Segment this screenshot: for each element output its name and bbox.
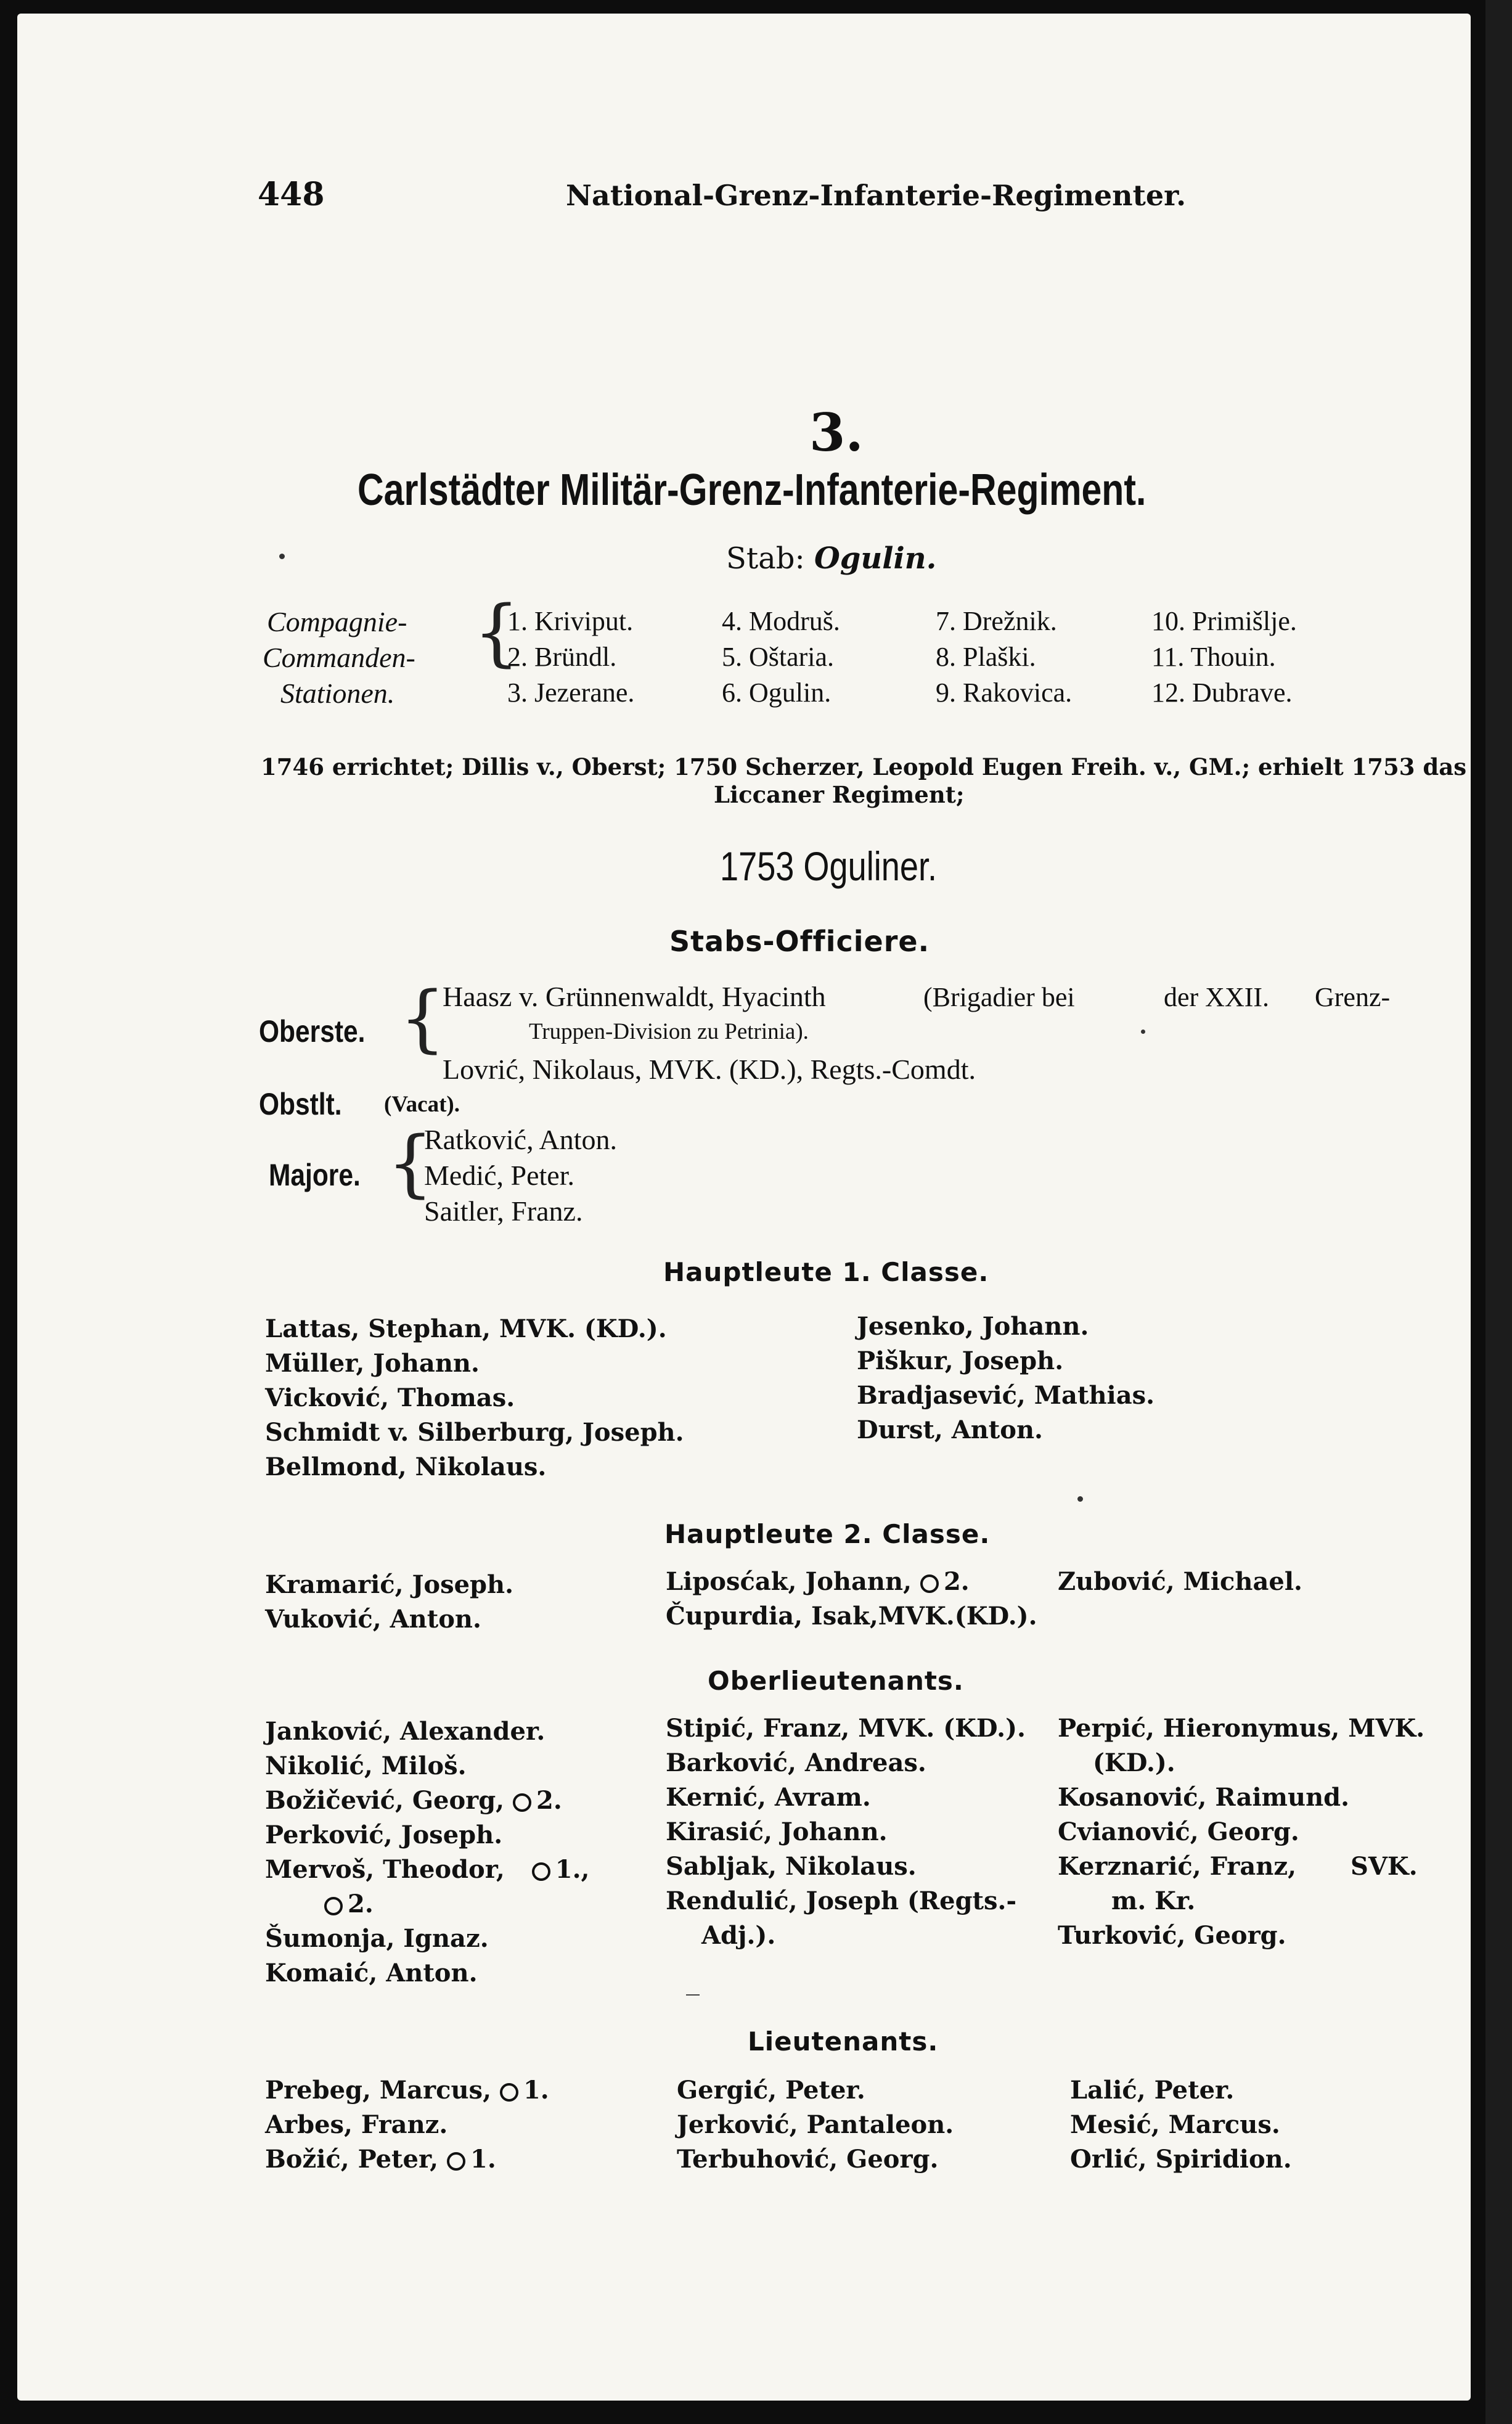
ink-speck: [1141, 1030, 1145, 1034]
oberlieutenant-1: Janković, Alexander.: [265, 1717, 546, 1746]
oberlieutenant-14: Perpić, Hieronymus, MVK.: [1058, 1714, 1425, 1743]
history-line-1: 1746 errichtet; Dillis v., Oberst; 1750 Scherzer, Leopold Eugen Freih. v., GM.; erhielt 1753 das: [261, 753, 1467, 780]
lieutenant-7: Lalić, Peter.: [1070, 2076, 1235, 2105]
station-5: 5. Oštaria.: [722, 642, 835, 672]
lieutenant-1: [265, 2076, 549, 2105]
ink-speck: [1077, 1496, 1083, 1502]
order-class: 2.: [536, 1786, 562, 1815]
stab-line: [726, 541, 936, 576]
hauptmann-1-9: Durst, Anton.: [857, 1415, 1043, 1444]
hauptleute-1-heading: Hauptleute 1. Classe.: [663, 1257, 989, 1287]
lieutenant-8: Mesić, Marcus.: [1070, 2110, 1280, 2139]
order-class: 2.: [348, 1890, 374, 1918]
hauptmann-2-2: Vuković, Anton.: [265, 1605, 481, 1634]
oberlieutenant-11: Kirasić, Johann.: [666, 1817, 888, 1846]
station-1: 1. Kriviput.: [507, 606, 634, 636]
oberste-brace: {: [399, 975, 446, 1060]
history-line-2: Liccaner Regiment;: [714, 781, 965, 808]
hauptmann-2-3-name: Liposćak, Johann,: [666, 1567, 912, 1596]
oberste-label: Oberste.: [259, 1014, 366, 1049]
station-7: 7. Drežnik.: [936, 606, 1057, 636]
order-circle-icon: [324, 1897, 343, 1915]
station-2: 2. Bründl.: [507, 642, 617, 672]
oberste-1: Haasz v. Grünnenwaldt, Hyacinth: [443, 981, 826, 1012]
oberlieutenant-9: Barković, Andreas.: [666, 1748, 926, 1777]
station-9: 9. Rakovica.: [936, 678, 1073, 708]
lieutenant-9: Orlić, Spiridion.: [1070, 2145, 1292, 2174]
order-class: 1.: [470, 2145, 496, 2174]
majore-label: Majore.: [269, 1158, 361, 1192]
oberlieutenant-5-cont: [324, 1890, 374, 1918]
stations-label-2: Commanden-: [263, 642, 415, 673]
lieutenant-2: Arbes, Franz.: [265, 2110, 448, 2139]
oberste-1-note-a: (Brigadier bei: [923, 982, 1075, 1012]
oberlieutenant-5: [265, 1855, 589, 1884]
scan-edge: [1485, 0, 1512, 2424]
stations-brace: {: [473, 589, 520, 674]
oberlieutenant-14-cont: (KD.).: [1093, 1748, 1175, 1777]
regiment-number: 3.: [809, 402, 864, 463]
oberlieutenants-heading: Oberlieutenants.: [708, 1666, 964, 1696]
oberste-1-note-d: Truppen-Division zu Petrinia).: [529, 1019, 809, 1044]
hauptmann-1-5: Bellmond, Nikolaus.: [265, 1452, 547, 1481]
oberlieutenant-16: Cvianović, Georg.: [1058, 1817, 1299, 1846]
lieutenant-3-name: Božić, Peter,: [265, 2145, 439, 2174]
station-11: 11. Thouin.: [1151, 642, 1276, 672]
oberlieutenant-8: Stipić, Franz, MVK. (KD.).: [666, 1714, 1026, 1743]
running-title: National-Grenz-Infanterie-Regimenter.: [566, 179, 1187, 212]
station-10: 10. Primišlje.: [1151, 606, 1297, 636]
oberlieutenant-10: Kernić, Avram.: [666, 1783, 871, 1812]
book-page: [17, 14, 1471, 2401]
regiment-name: Carlstädter Militär-Grenz-Infanterie-Regiment.: [358, 465, 1146, 515]
stations-label-1: Compagnie-: [267, 606, 407, 637]
stab-place: Ogulin.: [814, 541, 937, 576]
lieutenant-3: [265, 2145, 496, 2174]
major-2: Medić, Peter.: [424, 1160, 574, 1191]
obstlt-label: Obstlt.: [259, 1087, 342, 1121]
order-circle-icon: [500, 2083, 518, 2102]
order-circle-icon: [513, 1793, 531, 1812]
oberlieutenant-2: Nikolić, Miloš.: [265, 1751, 467, 1780]
hauptmann-1-2: Müller, Johann.: [265, 1349, 480, 1378]
order-class: 1.,: [555, 1855, 590, 1884]
obstlt-value: (Vacat).: [384, 1092, 460, 1117]
oberlieutenant-15: Kosanović, Raimund.: [1058, 1783, 1350, 1812]
station-12: 12. Dubrave.: [1151, 678, 1293, 708]
oberlieutenant-17-order: SVK.: [1351, 1852, 1418, 1881]
oberlieutenant-4: Perković, Joseph.: [265, 1820, 503, 1849]
oberlieutenant-13-cont: Adj.).: [701, 1921, 776, 1950]
hauptmann-1-7: Piškur, Joseph.: [857, 1346, 1064, 1375]
lieutenant-1-name: Prebeg, Marcus,: [265, 2076, 491, 2105]
oberste-1-note-b: der XXII.: [1164, 982, 1270, 1012]
oberlieutenant-3: [265, 1786, 562, 1815]
oberlieutenant-3-name: Božičević, Georg,: [265, 1786, 505, 1815]
page-number: 448: [258, 176, 325, 213]
hauptleute-2-heading: Hauptleute 2. Classe.: [664, 1519, 991, 1549]
majore-brace: {: [387, 1120, 434, 1205]
order-circle-icon: [920, 1574, 939, 1593]
oberlieutenant-13: Rendulić, Joseph (Regts.-: [666, 1886, 1017, 1915]
stabs-officiere-heading: Stabs-Officiere.: [669, 925, 930, 958]
stations-label-3: Stationen.: [280, 678, 395, 709]
print-mark: [686, 1994, 700, 1996]
oberste-1-note-c: Grenz-: [1315, 982, 1391, 1012]
hauptmann-1-4: Schmidt v. Silberburg, Joseph.: [265, 1418, 684, 1447]
major-3: Saitler, Franz.: [424, 1195, 583, 1227]
station-8: 8. Plaški.: [936, 642, 1036, 672]
hauptmann-1-1: Lattas, Stephan, MVK. (KD.).: [265, 1314, 667, 1343]
order-class: 1.: [523, 2076, 549, 2105]
hauptmann-2-3: [666, 1567, 970, 1596]
ink-speck: [279, 554, 285, 559]
stab-label: Stab:: [726, 541, 805, 576]
station-4: 4. Modruš.: [722, 606, 840, 636]
station-3: 3. Jezerane.: [507, 678, 635, 708]
order-circle-icon: [447, 2152, 465, 2171]
hauptmann-2-5: Zubović, Michael.: [1058, 1567, 1302, 1596]
oberste-2: Lovrić, Nikolaus, MVK. (KD.), Regts.-Comdt.: [443, 1054, 976, 1085]
hauptmann-1-6: Jesenko, Johann.: [857, 1312, 1089, 1341]
hauptmann-1-8: Bradjasević, Mathias.: [857, 1381, 1155, 1410]
hauptmann-1-3: Vicković, Thomas.: [265, 1383, 515, 1412]
oberlieutenant-17: Kerznarić, Franz,: [1058, 1852, 1297, 1881]
order-class: 2.: [943, 1567, 970, 1596]
hauptmann-2-1: Kramarić, Joseph.: [265, 1570, 514, 1599]
oberlieutenant-12: Sabljak, Nikolaus.: [666, 1852, 917, 1881]
lieutenants-heading: Lieutenants.: [748, 2026, 939, 2057]
station-6: 6. Ogulin.: [722, 678, 832, 708]
major-1: Ratković, Anton.: [424, 1124, 618, 1155]
lieutenant-4: Gergić, Peter.: [677, 2076, 865, 2105]
lieutenant-5: Jerković, Pantaleon.: [677, 2110, 954, 2139]
name-1753: 1753 Oguliner.: [720, 843, 938, 889]
lieutenant-6: Terbuhović, Georg.: [677, 2145, 939, 2174]
hauptmann-2-4: Čupurdia, Isak,MVK.(KD.).: [666, 1602, 1037, 1631]
oberlieutenant-17-cont: m. Kr.: [1111, 1886, 1196, 1915]
oberlieutenant-7: Komaić, Anton.: [265, 1959, 478, 1988]
oberlieutenant-5-name: Mervoš, Theodor,: [265, 1855, 505, 1884]
oberlieutenant-18: Turković, Georg.: [1058, 1921, 1286, 1950]
oberlieutenant-6: Šumonja, Ignaz.: [265, 1924, 489, 1953]
order-circle-icon: [532, 1862, 550, 1881]
